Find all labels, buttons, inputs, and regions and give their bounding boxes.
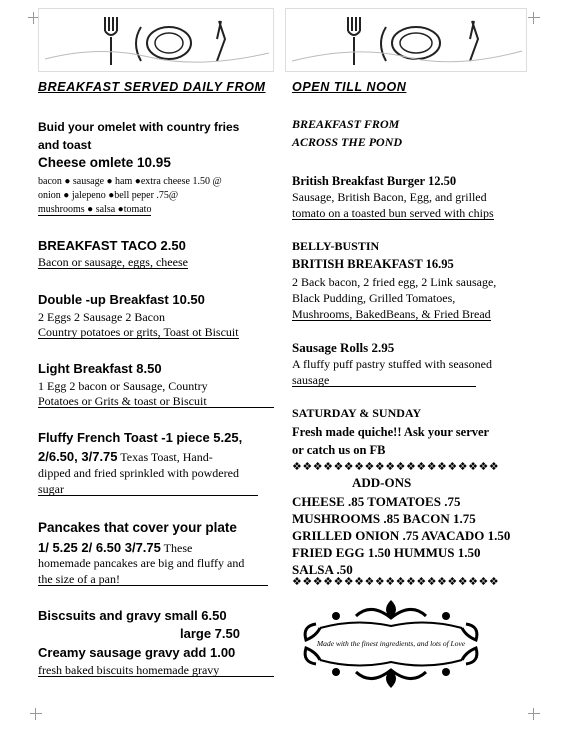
double-up-desc: 2 Eggs 2 Sausage 2 Bacon [38,310,165,324]
french-toast-prices: 2/6.50, 3/7.75 [38,449,118,464]
omelet-options: mushrooms ● salsa ●tomato [38,204,152,215]
crop-mark-bottom-right [528,708,540,720]
pancakes-desc: These [160,541,193,555]
pancakes-line2 [38,540,192,556]
diamond-divider: ❖❖❖❖❖❖❖❖❖❖❖❖❖❖❖❖❖❖❖❖ [292,575,500,588]
diamond-divider: ❖❖❖❖❖❖❖❖❖❖❖❖❖❖❖❖❖❖❖❖ [292,460,500,473]
burger-desc: tomato on a toasted bun served with chips [292,206,494,220]
french-toast-desc: Texas Toast, Hand- [117,450,213,464]
pancakes-title: Pancakes that cover your plate [38,520,237,535]
burger-title: British Breakfast Burger 12.50 [292,174,457,188]
belly-title: BELLY-BUSTIN [292,239,380,253]
omelet-title: Cheese omlete 10.95 [38,155,171,170]
omelet-intro: Buid your omelet with country fries [38,120,240,134]
double-up-title: Double -up Breakfast 10.50 [38,292,205,307]
addons-line: GRILLED ONION .75 AVACADO 1.50 [292,528,511,543]
taco-title: BREAKFAST TACO 2.50 [38,238,186,253]
belly-desc: Black Pudding, Grilled Tomatoes, [292,291,456,305]
french-toast-line2 [38,449,213,465]
addons-line: MUSHROOMS .85 BACON 1.75 [292,511,476,526]
addons-line: SALSA .50 [292,562,353,577]
left-banner: BREAKFAST SERVED DAILY FROM [38,80,266,94]
addons-title: ADD-ONS [352,475,412,490]
light-desc: Potatoes or Grits & toast or Biscuit [38,395,274,408]
ornament-text: Made with the finest ingredients, and lots of Love [316,639,466,648]
light-desc: 1 Egg 2 bacon or Sausage, Country [38,379,208,393]
plate-fork-icon [39,9,273,71]
omelet-intro: and toast [38,138,92,152]
weekend-quiche: or catch us on FB [292,443,386,457]
french-toast-desc: dipped and fried sprinkled with powdered [38,466,239,480]
belly-desc: 2 Back bacon, 2 fried egg, 2 Link sausage, [292,275,497,289]
biscuits-large: large 7.50 [180,626,240,641]
pancakes-desc: homemade pancakes are big and fluffy and [38,556,245,570]
across-pond-heading: BREAKFAST FROM [292,117,400,131]
header-image-right [285,8,527,72]
weekend-quiche: Fresh made quiche!! Ask your server [292,425,490,439]
addons-line: FRIED EGG 1.50 HUMMUS 1.50 [292,545,481,560]
belly-desc: Mushrooms, BakedBeans, & Fried Bread [292,307,491,321]
sausage-rolls-desc: sausage [292,374,476,387]
omelet-options: onion ● jalepeno ●bell peper .75@ [38,190,179,201]
sausage-rolls-title: Sausage Rolls 2.95 [292,340,395,355]
right-banner: OPEN TILL NOON [292,80,407,94]
header-image-left [38,8,274,72]
sausage-rolls-desc: A fluffy puff pastry stuffed with seasoned [292,357,492,371]
belly-title: BRITISH BREAKFAST 16.95 [292,257,454,271]
biscuits-title: Biscsuits and gravy small 6.50 [38,608,227,623]
crop-mark-bottom-left [30,708,42,720]
pancakes-desc: the size of a pan! [38,573,268,586]
ornament-frame [296,596,486,692]
biscuits-desc: fresh baked biscuits homemade gravy [38,664,274,677]
taco-desc: Bacon or sausage, eggs, cheese [38,255,188,269]
plate-fork-icon [286,9,526,71]
double-up-desc: Country potatoes or grits, Toast ot Biscuit [38,325,239,339]
pancakes-prices: 1/ 5.25 2/ 6.50 3/7.75 [38,540,161,555]
biscuits-gravy-addon: Creamy sausage gravy add 1.00 [38,645,236,660]
burger-desc: Sausage, British Bacon, Egg, and grilled [292,190,487,204]
addons-line: CHEESE .85 TOMATOES .75 [292,494,461,509]
weekend-title: SATURDAY & SUNDAY [292,406,422,420]
across-pond-heading: ACROSS THE POND [292,135,403,149]
french-toast-title: Fluffy French Toast -1 piece 5.25, [38,430,243,445]
french-toast-desc: sugar [38,483,258,496]
omelet-options: bacon ● sausage ● ham ●extra cheese 1.50 @ [38,176,222,187]
light-title: Light Breakfast 8.50 [38,361,162,376]
crop-mark-top-right [528,12,540,24]
